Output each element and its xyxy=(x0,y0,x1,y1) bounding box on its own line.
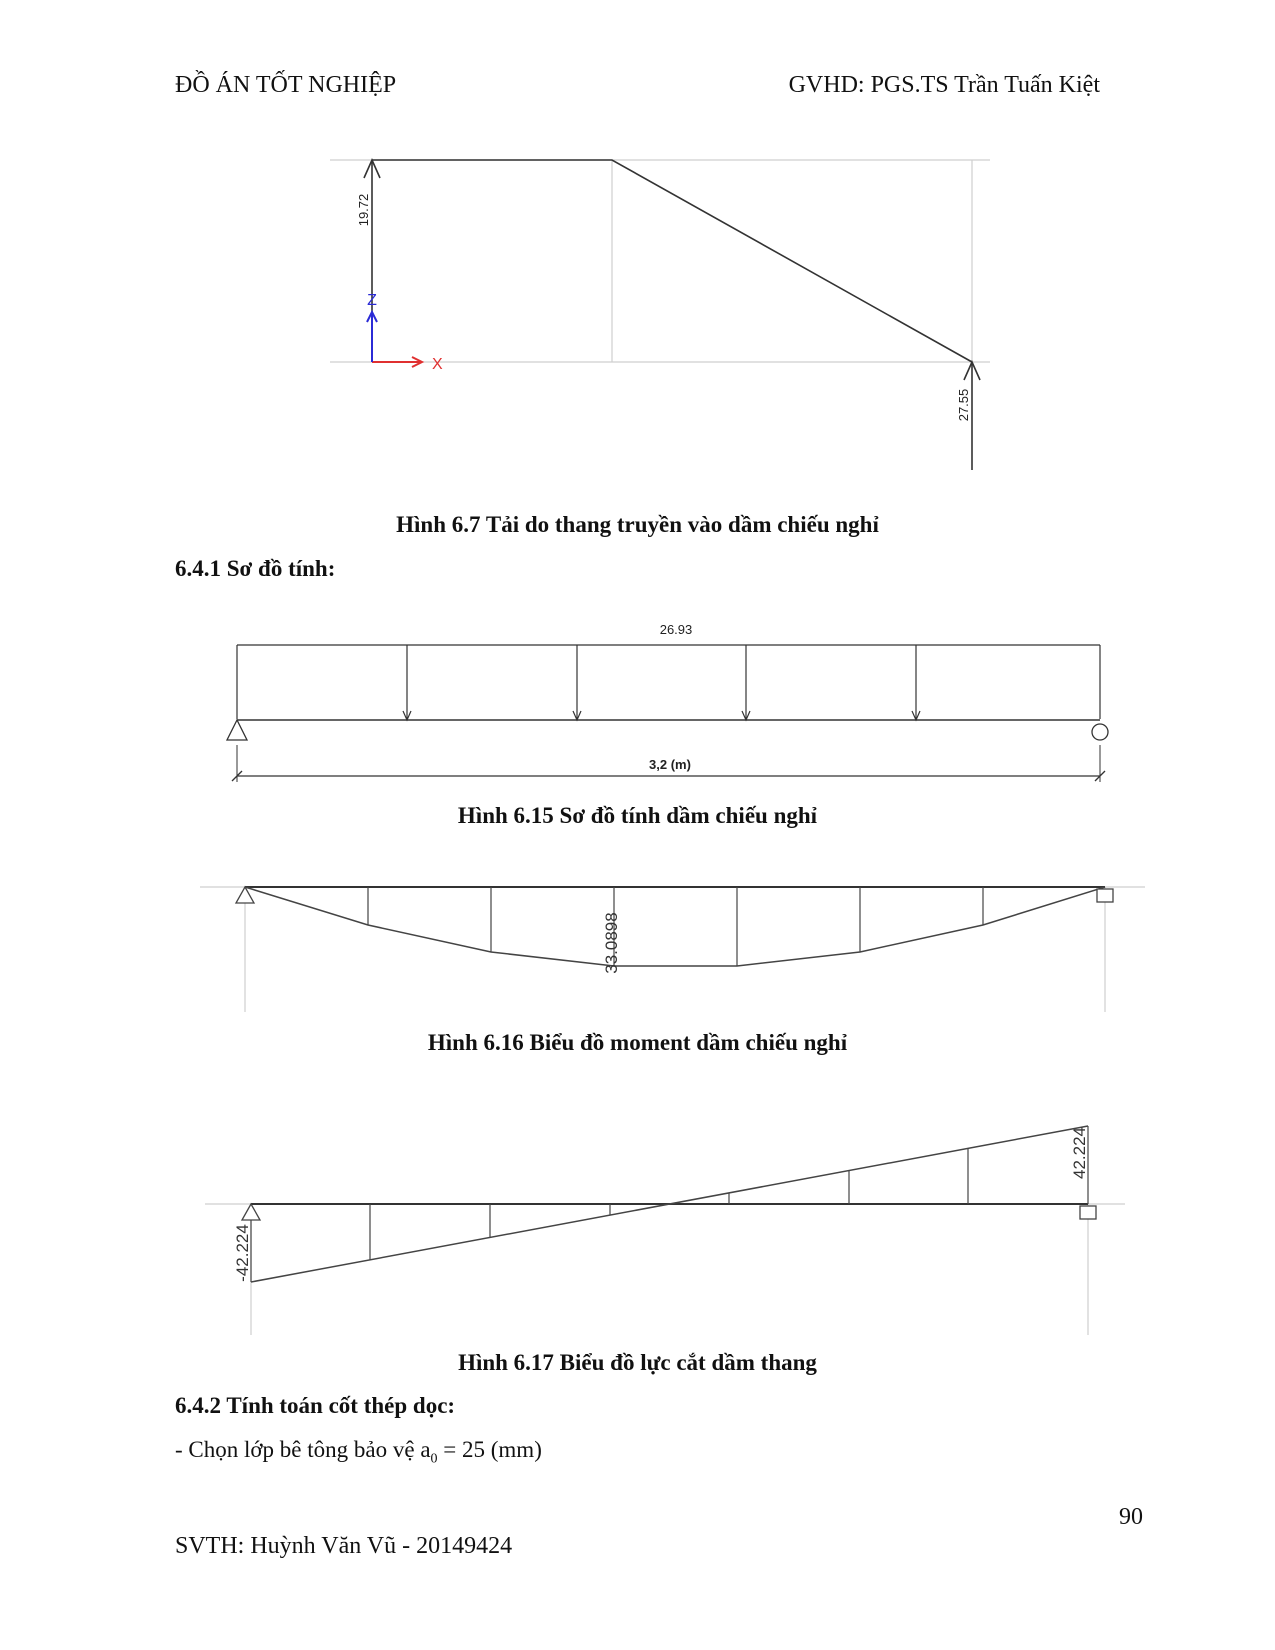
figure-6-7-caption: Hình 6.7 Tải do thang truyền vào dầm chiếu nghỉ xyxy=(396,512,879,537)
x-axis-label: X xyxy=(432,356,443,373)
pin-support-icon xyxy=(242,1204,260,1220)
section-6-4-2-heading: 6.4.2 Tính toán cốt thép dọc: xyxy=(175,1393,456,1418)
z-axis-label: Z xyxy=(367,292,377,309)
right-reaction-label: 27.55 xyxy=(956,388,971,422)
body-line-1 xyxy=(175,1437,542,1468)
roller-support-icon xyxy=(1080,1206,1096,1219)
figure-6-16-caption: Hình 6.16 Biểu đồ moment dầm chiếu nghỉ xyxy=(427,1030,848,1055)
max-moment-label: 33.0898 xyxy=(602,912,621,974)
body-line-1-suffix: = 25 (mm) xyxy=(437,1437,542,1462)
header-left: ĐỒ ÁN TỐT NGHIỆP xyxy=(175,72,397,98)
body-line-1-subscript: 0 xyxy=(430,1451,438,1467)
footer-student: SVTH: Huỳnh Văn Vũ - 20149424 xyxy=(175,1533,513,1559)
page-number: 90 xyxy=(1119,1504,1143,1530)
span-label: 3,2 (m) xyxy=(649,757,691,772)
right-shear-label: 42.224 xyxy=(1070,1127,1089,1179)
section-6-4-1-heading: 6.4.1 Sơ đồ tính: xyxy=(175,556,336,581)
left-reaction-label: 19.72 xyxy=(356,193,371,227)
figure-6-15-caption: Hình 6.15 Sơ đồ tính dầm chiếu nghỉ xyxy=(457,803,818,828)
load-value-label: 26.93 xyxy=(659,622,693,637)
left-shear-label: -42.224 xyxy=(233,1224,252,1282)
figure-6-17-caption: Hình 6.17 Biểu đồ lực cắt dầm thang xyxy=(458,1350,817,1375)
body-line-1-prefix: - Chọn lớp bê tông bảo vệ a xyxy=(175,1437,431,1462)
header-right: GVHD: PGS.TS Trần Tuấn Kiệt xyxy=(788,72,1100,98)
